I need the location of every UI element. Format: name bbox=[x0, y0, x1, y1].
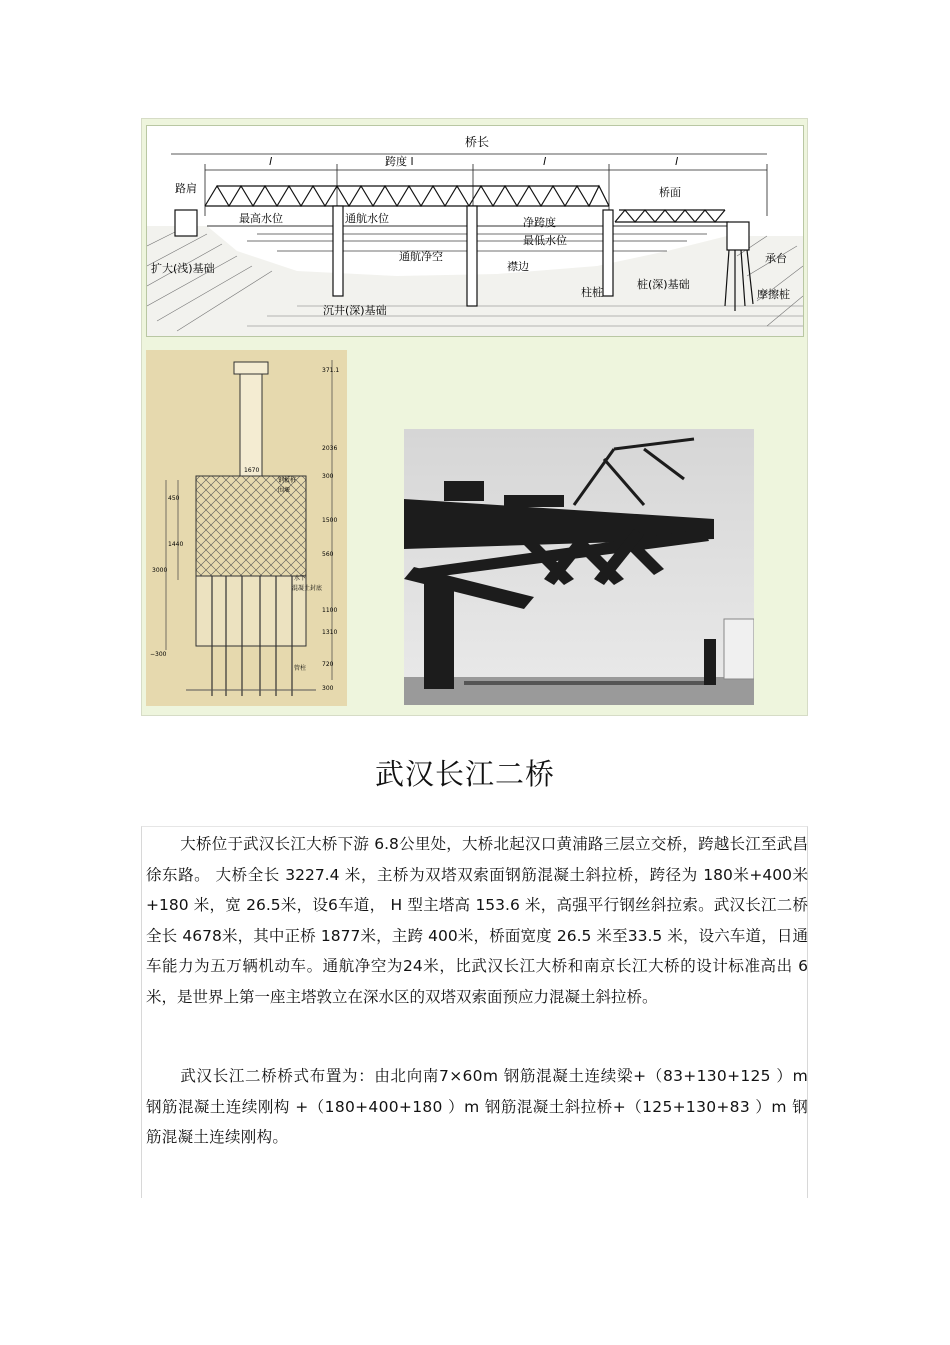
note-pipe-column: 管柱 bbox=[294, 665, 307, 672]
construction-photo bbox=[404, 429, 754, 705]
dim-300b: 300 bbox=[322, 685, 334, 692]
label-highest-water: 最高水位 bbox=[239, 212, 283, 225]
main-truss bbox=[205, 186, 609, 206]
note-cofferdam: 围堰 bbox=[278, 487, 291, 494]
bridge-elevation-diagram bbox=[146, 125, 804, 337]
paragraph-2-text: 武汉长江二桥桥式布置为：由北向南7×60m 钢筋混凝土连续梁+（83+130+125 ）m 钢筋混凝土连续刚构 +（180+400+180 ）m 钢筋混凝土斜拉桥+（125+130+83 ）m 钢筋混凝土连续刚构。 bbox=[146, 1067, 808, 1146]
dim-450: 450 bbox=[168, 495, 180, 502]
label-caisson-foundation: 沉井(深)基础 bbox=[323, 304, 387, 317]
label-friction-pile: 摩擦桩 bbox=[757, 288, 790, 301]
label-l2: l bbox=[675, 155, 679, 168]
label-navigation-clearance: 通航净空 bbox=[399, 250, 443, 263]
paragraph-1-text: 大桥位于武汉长江大桥下游 6.8公里处，大桥北起汉口黄浦路三层立交桥，跨越长江至武昌徐东路。 大桥全长 3227.4 米，主桥为双塔双索面钢筋混凝土斜拉桥，跨径为 180米+400米+180 米，宽 26.5米，设6车道， H 型主塔高 153.6 米，高强平行钢丝斜拉索。武汉长江二桥全长 4678米，其中正桥 1877米，主跨 400米，桥面宽度 26.5 米至33.5 米，设六车道，日通车能力为五万辆机动车。通航净空为24米，比武汉长江大桥和南京长江大桥的设计标准高出 6米，是世界上第一座主塔敦立在深水区的双塔双索面预应力混凝土斜拉桥。 bbox=[146, 835, 808, 1006]
dim-3000: 3000 bbox=[152, 567, 168, 574]
dim-1670: 1670 bbox=[244, 467, 260, 474]
label-edge: 襟边 bbox=[507, 260, 529, 273]
label-spread-foundation: 扩大(浅)基础 bbox=[151, 262, 215, 275]
label-shoulder: 路肩 bbox=[175, 182, 197, 195]
note-sheet-pile: 钢板桩 bbox=[278, 477, 297, 484]
label-lowest-water: 最低水位 bbox=[523, 234, 567, 247]
pier-section-svg bbox=[146, 350, 347, 706]
note-underwater: 水下 bbox=[294, 575, 307, 582]
label-navigable-water: 通航水位 bbox=[345, 212, 389, 225]
figure-panel bbox=[141, 118, 808, 716]
dim-1310: 1310 bbox=[322, 629, 338, 636]
bridge-elevation-svg bbox=[147, 126, 803, 336]
label-pile-foundation: 桩(深)基础 bbox=[637, 278, 690, 291]
label-l1-left: l bbox=[269, 155, 273, 168]
label-span-mid: 跨度 l bbox=[385, 155, 414, 168]
pier-section-drawing bbox=[146, 350, 347, 706]
dim-minus300: −300 bbox=[150, 651, 167, 658]
side-truss bbox=[615, 210, 729, 222]
label-l1-right: l bbox=[543, 155, 547, 168]
label-clear-span: 净跨度 bbox=[523, 216, 556, 229]
label-column-pile: 柱桩 bbox=[581, 286, 603, 299]
paragraph-2 bbox=[146, 1061, 808, 1153]
dim-371: 371.1 bbox=[322, 367, 340, 374]
dim-1100: 1100 bbox=[322, 607, 338, 614]
label-bridge-length: 桥长 bbox=[465, 135, 490, 149]
paragraph-1 bbox=[146, 829, 808, 1012]
note-concrete-seal: 混凝土封底 bbox=[292, 585, 323, 592]
dim-300: 300 bbox=[322, 473, 334, 480]
span-ticks bbox=[205, 164, 767, 216]
label-pile-cap: 承台 bbox=[765, 252, 787, 265]
dim-1500: 1500 bbox=[322, 517, 338, 524]
dim-560: 560 bbox=[322, 551, 334, 558]
construction-photo-svg bbox=[404, 429, 754, 705]
dim-720: 720 bbox=[322, 661, 334, 668]
text-box bbox=[141, 826, 808, 1198]
dim-1440: 1440 bbox=[168, 541, 184, 548]
page-title: 武汉长江二桥 bbox=[374, 757, 555, 791]
label-deck: 桥面 bbox=[659, 186, 681, 199]
dim-2036: 2036 bbox=[322, 445, 338, 452]
